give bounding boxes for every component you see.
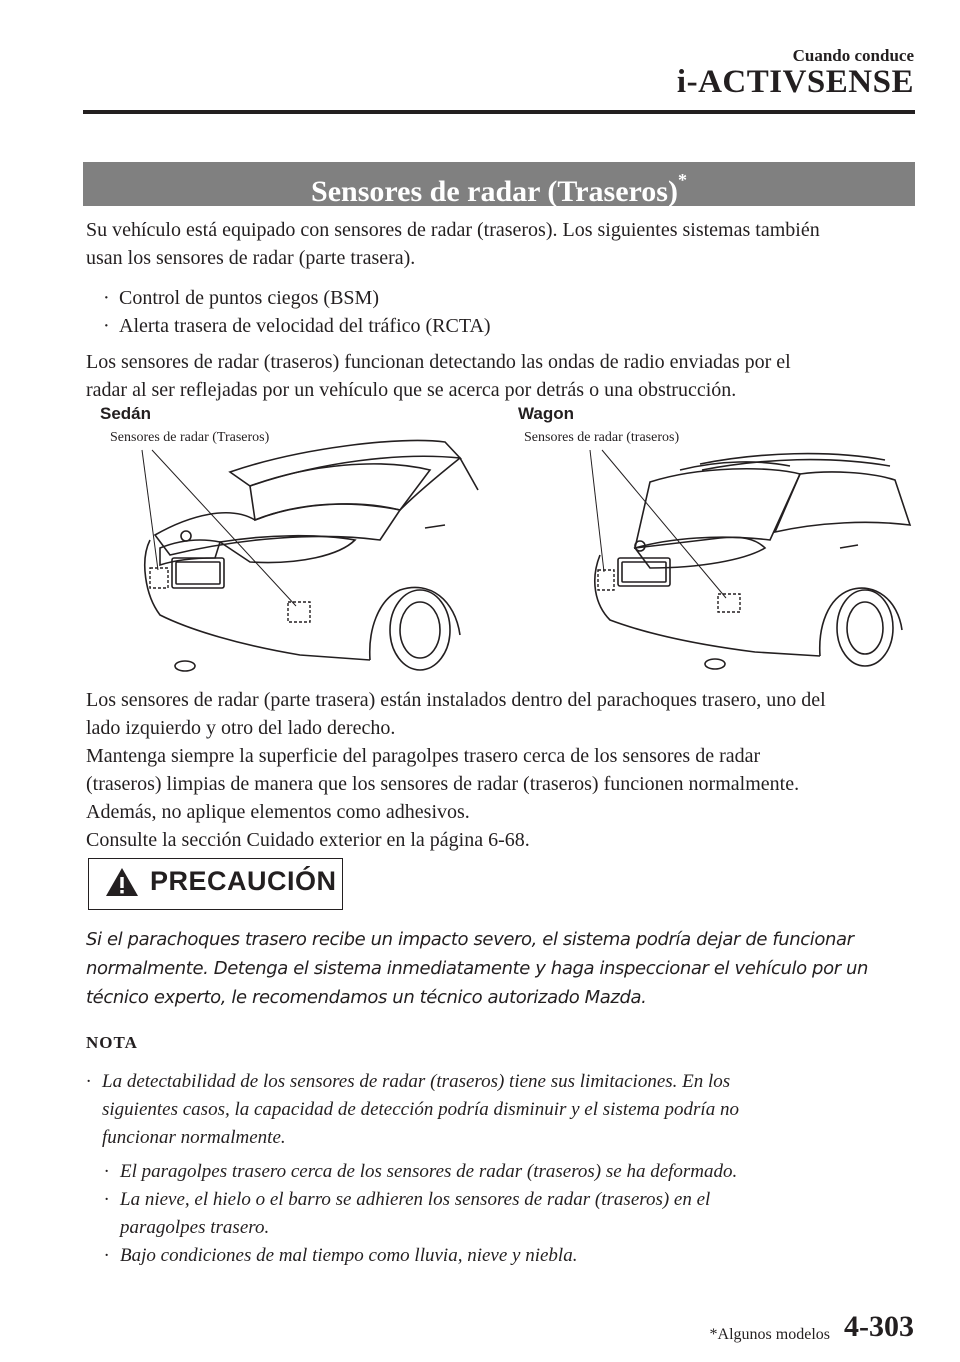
text-line: Bajo condiciones de mal tiempo como lluvia, nieve y niebla.: [120, 1245, 578, 1266]
text-line: técnico experto, le recomendamos un técnico autorizado Mazda.: [86, 987, 647, 1008]
caution-label: PRECAUCIÓN: [150, 866, 337, 896]
note-sub-bullet: [104, 1186, 916, 1214]
text-line: Si el parachoques trasero recibe un impacto severo, el sistema podría dejar de funcionar: [86, 929, 854, 950]
bullet-dot: ·: [104, 1245, 109, 1266]
bullet-dot: ·: [86, 1071, 91, 1092]
text-line: lado izquierdo y otro del lado derecho.: [86, 717, 396, 739]
body-paragraph: [86, 686, 916, 854]
caution-text: [86, 925, 916, 1012]
text-line: (traseros) limpias de manera que los sensores de radar (traseros) funcionen normalmente.: [86, 773, 800, 795]
bullet-dot: ·: [104, 1189, 109, 1210]
text-line: Su vehículo está equipado con sensores de radar (traseros). Los siguientes sistemas también: [86, 219, 820, 241]
note-sub-list: [104, 1158, 916, 1270]
wagon-label: Wagon: [518, 404, 575, 423]
text-line: radar al ser reflejadas por un vehículo que se acerca por detrás o una obstrucción.: [86, 379, 737, 401]
sedan-label: Sedán: [100, 404, 152, 423]
note-label: NOTA: [86, 1033, 138, 1052]
warning-triangle-icon: [104, 866, 140, 898]
text-line: usan los sensores de radar (parte trasera).: [86, 247, 416, 269]
footer-note: *Algunos modelos: [709, 1326, 830, 1343]
intro-paragraph-1: [86, 216, 916, 272]
text-line: Además, no aplique elementos como adhesivos.: [86, 801, 470, 823]
note-main: [86, 1068, 916, 1152]
bullet-dot: ·: [104, 1161, 109, 1182]
text-line: Consulte la sección Cuidado exterior en la página 6-68.: [86, 829, 530, 851]
text-line: Mantenga siempre la superficie del paragolpes trasero cerca de los sensores de radar: [86, 745, 761, 767]
text-line: Los sensores de radar (parte trasera) están instalados dentro del parachoques trasero, uno del: [86, 689, 826, 711]
bullet-item: [103, 284, 379, 312]
section-header: Cuando conduce: [792, 46, 914, 65]
chapter-header: i-ACTIVSENSE: [676, 64, 914, 100]
bullet-dot: ·: [103, 315, 110, 337]
some-models-marker: *: [677, 170, 687, 190]
text-line: paragolpes trasero.: [120, 1217, 270, 1238]
text-line: normalmente. Detenga el sistema inmediatamente y haga inspeccionar el vehículo por un: [86, 958, 869, 979]
bullet-item: [103, 312, 491, 340]
text-line: La nieve, el hielo o el barro se adhieren los sensores de radar (traseros) en el: [120, 1189, 711, 1210]
note-bullet: [86, 1068, 916, 1096]
page-number: 4-303: [844, 1310, 914, 1343]
text-line: Los sensores de radar (traseros) funcionan detectando las ondas de radio enviadas por el: [86, 351, 791, 373]
section-title: Sensores de radar (Traseros): [311, 175, 678, 208]
wagon-callout: Sensores de radar (traseros): [524, 430, 680, 445]
text-line: funcionar normalmente.: [102, 1127, 286, 1148]
sedan-callout: Sensores de radar (Traseros): [110, 430, 270, 445]
bullet-text: Alerta trasera de velocidad del tráfico (RCTA): [119, 315, 491, 337]
text-line: La detectabilidad de los sensores de radar (traseros) tiene sus limitaciones. En los: [102, 1071, 731, 1092]
text-line: El paragolpes trasero cerca de los sensores de radar (traseros) se ha deformado.: [120, 1161, 738, 1182]
header-rule: [83, 110, 915, 114]
sedan-rear-illustration: [100, 430, 480, 680]
text-line: siguientes casos, la capacidad de detección podría disminuir y el sistema podría no: [102, 1099, 739, 1120]
bullet-text: Control de puntos ciegos (BSM): [119, 287, 379, 309]
section-title-banner: [83, 162, 915, 206]
intro-paragraph-2: [86, 348, 916, 404]
wagon-rear-illustration: [540, 430, 920, 680]
note-sub-bullet: [104, 1158, 916, 1186]
bullet-dot: ·: [103, 287, 110, 309]
note-sub-bullet: [104, 1242, 916, 1270]
